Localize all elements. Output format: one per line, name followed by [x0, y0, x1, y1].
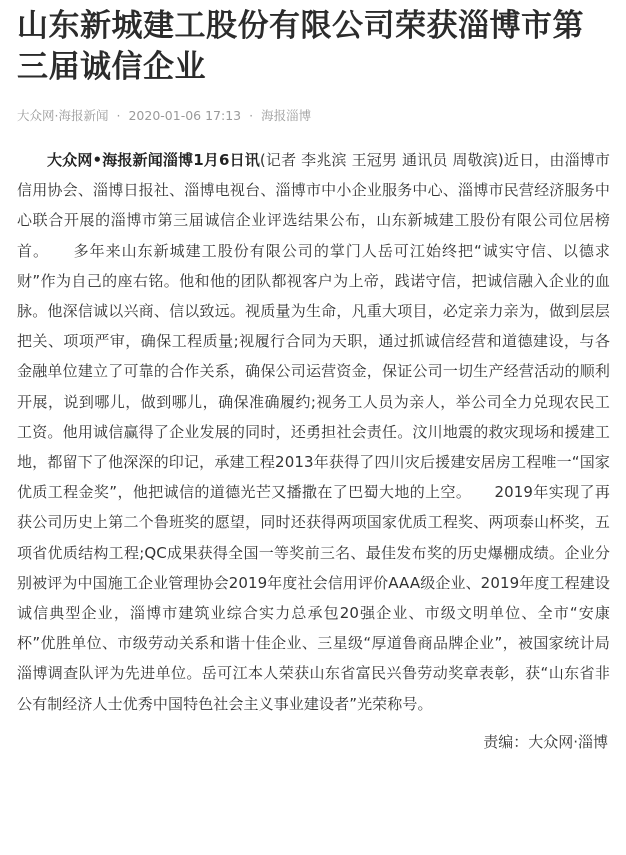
- meta-datetime: 2020-01-06 17:13: [128, 108, 242, 123]
- article-paragraph: [17, 145, 610, 719]
- article-body: [17, 145, 610, 719]
- body-text: (记者 李兆滨 王冠男 通讯员 周敬滨)近日，由淄博市信用协会、淄博日报社、淄博电视台、淄博市中小企业服务中心、淄博市民营经济服务中心联合开展的淄博市第三届诚信企业评选结果公布，山东新城建工股份有限公司位居榜首。 多年来山东新城建工股份有限公司的掌门人岳可江始终把“诚实守信、以德求财”作为自己的座右铭。他和他的团队都视客户为上帝，践诺守信，把诚信融入企业的血脉。他深信诚以兴商、信以致远。视质量为生命，凡重大项目，必定亲力亲为，做到层层把关、项项严审，确保工程质量;视履行合同为天职，通过抓诚信经营和道德建设，与各金融单位建立了可靠的合作关系，确保公司运营资金，保证公司一切生产经营活动的顺利开展，说到哪儿，做到哪儿，确保准确履约;视务工人员为亲人，举公司全力兑现农民工工资。他用诚信赢得了企业发展的同时，还勇担社会责任。汶川地震的救灾现场和援建工地，都留下了他深深的印记，承建工程2013年获得了四川灾后援建安居房工程唯一“国家优质工程金奖”，他把诚信的道德光芒又播撒在了巴蜀大地的上空。 2019年实现了再获公司历史上第二个鲁班奖的愿望，同时还获得两项国家优质工程奖、两项泰山杯奖，五项省优质结构工程;QC成果获得全国一等奖前三名、最佳发布奖的历史爆棚成绩。企业分别被评为中国施工企业管理协会2019年度社会信用评价AAA级企业、2019年度工程建设诚信典型企业，淄博市建筑业综合实力总承包20强企业、市级文明单位、全市“安康杯”优胜单位、市级劳动关系和谐十佳企业、三星级“厚道鲁商品牌企业”，被国家统计局淄博调查队评为先进单位。岳可江本人荣获山东省富民兴鲁劳动奖章表彰，获“山东省非公有制经济人士优秀中国特色社会主义事业建设者”光荣称号。: [17, 151, 610, 713]
- dateline: 大众网•海报新闻淄博1月6日讯: [47, 151, 260, 169]
- article-meta: [17, 106, 610, 126]
- meta-channel[interactable]: 海报淄博: [261, 108, 312, 123]
- article-title: 山东新城建工股份有限公司荣获淄博市第三届诚信企业: [17, 8, 584, 85]
- meta-source[interactable]: 大众网·海报新闻: [17, 108, 109, 123]
- meta-separator: ·: [116, 108, 121, 123]
- editor-credit: 责编：大众网·淄博: [483, 732, 608, 751]
- meta-separator: ·: [249, 108, 254, 123]
